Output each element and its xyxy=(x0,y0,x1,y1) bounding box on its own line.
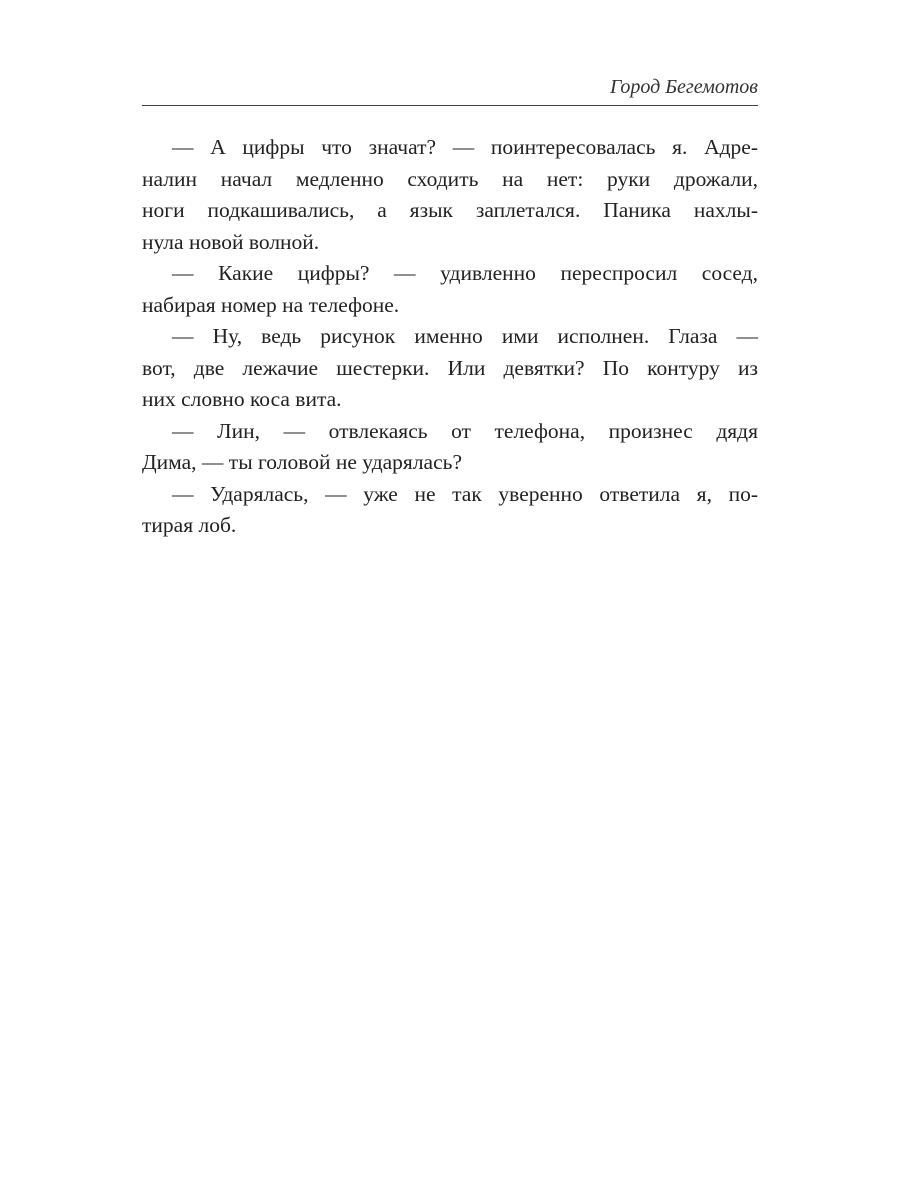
running-head-title: Город Бегемотов xyxy=(610,76,758,98)
text-line: — Ударялась, — уже не так уверенно ответила я, по- xyxy=(172,481,758,506)
text-line: вот, две лежачие шестерки. Или девятки? По контуру из xyxy=(142,355,758,380)
text-line: набирая номер на телефоне. xyxy=(142,292,400,317)
text-line: тирая лоб. xyxy=(142,513,237,537)
text-line: налин начал медленно сходить на нет: руки дрожали, xyxy=(142,166,758,191)
paragraph xyxy=(142,479,758,542)
paragraph xyxy=(142,416,758,479)
text-line: нула новой волной. xyxy=(142,229,320,254)
text-line: — Какие цифры? — удивленно переспросил сосед, xyxy=(172,261,758,285)
text-line: — Лин, — отвлекаясь от телефона, произнес дядя xyxy=(172,418,758,443)
paragraph xyxy=(142,321,758,416)
text-line: них словно коса вита. xyxy=(142,387,342,411)
header-rule xyxy=(142,105,758,106)
text-line: Дима, — ты головой не ударялась? xyxy=(142,450,462,474)
paragraph xyxy=(142,258,758,321)
text-line: — А цифры что значат? — поинтересовалась я. Адре- xyxy=(172,135,758,159)
paragraph xyxy=(142,132,758,258)
body-text xyxy=(142,132,758,542)
text-line: — Ну, ведь рисунок именно ими исполнен. Глаза — xyxy=(172,324,758,348)
text-line: ноги подкашивались, а язык заплетался. Паника нахлы- xyxy=(142,198,758,222)
